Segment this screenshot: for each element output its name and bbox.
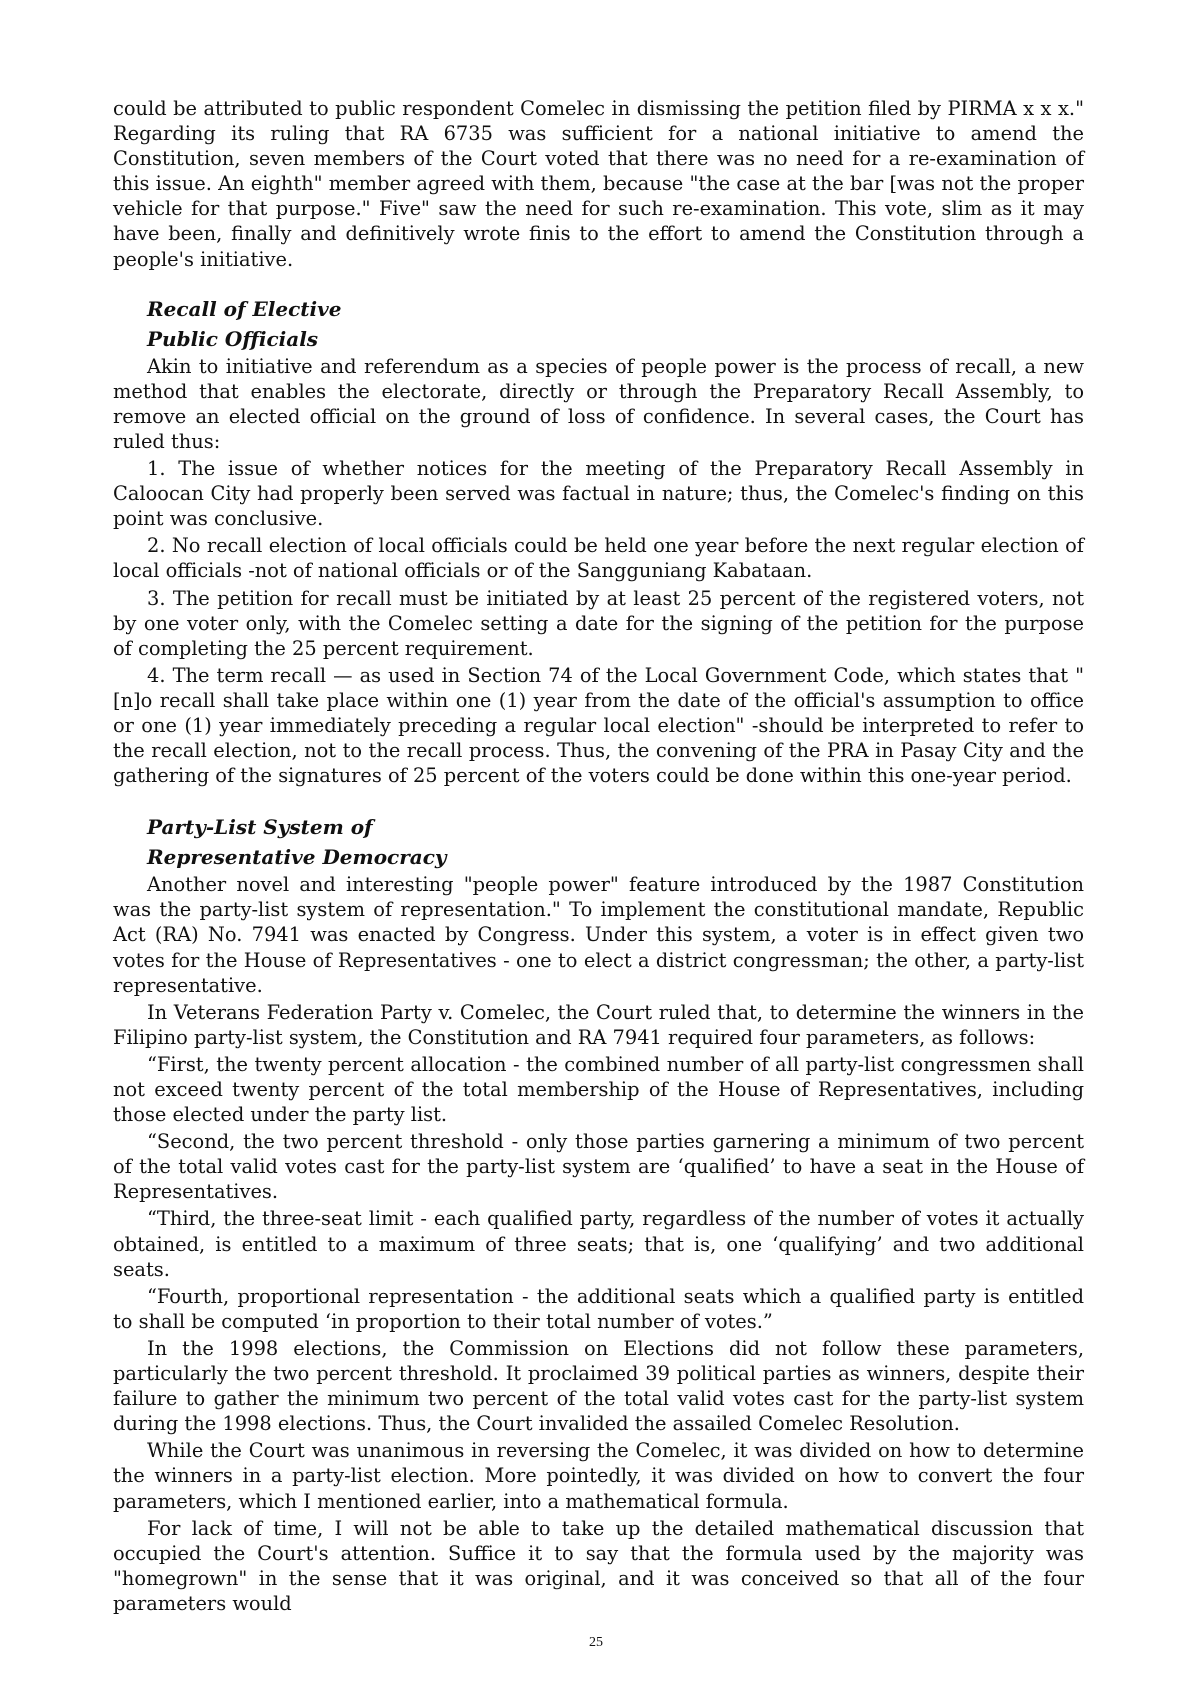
document-page — [113, 96, 1084, 1618]
paragraph: For lack of time, I will not be able to take up the detailed mathematical discussion that occupied the Court's attention. Suffice it to say that the formula used by the majority was "homegrown" in the sense that it was original, and it was conceived so that all of the four parameters would — [113, 1516, 1084, 1615]
list-item: 4. The term recall — as used in Section 74 of the Local Government Code, which states that " [n]o recall shall take place within one (1) year from the date of the official's assumption to office or one (1) year immediately preceding a regular local election" -should be interpreted to refer to the recall election, not to the recall process. Thus, the convening of the PRA in Pasay City and the gathering of the signatures of 25 percent of the voters could be done within this one-year period. — [113, 663, 1084, 788]
page-number: 25 — [589, 1635, 603, 1650]
paragraph: In Veterans Federation Party v. Comelec, the Court ruled that, to determine the winners in the Filipino party-list system, the Constitution and RA 7941 required four parameters, as follows: — [113, 1000, 1084, 1049]
quote-paragraph: “Fourth, proportional representation - the additional seats which a qualified party is entitled to shall be computed ‘in proportion to their total number of votes.” — [113, 1284, 1084, 1333]
section-heading: Public Officials — [147, 326, 319, 351]
paragraph: could be attributed to public respondent Comelec in dismissing the petition filed by PIRMA x x x." Regarding its ruling that RA 6735 was sufficient for a national initiative to amend the Constitution, seven members of the Court voted that there was no need for a re-examination of this issue. An eighth" member agreed with them, because "the case at the bar [was not the proper vehicle for that purpose." Five" saw the need for such re-examination. This vote, slim as it may have been, finally and definitively wrote finis to the effort to amend the Constitution through a people's initiative. — [113, 97, 1084, 271]
quote-paragraph: “First, the twenty percent allocation - the combined number of all party-list congressmen shall not exceed twenty percent of the total membership of the House of Representatives, including those elected under the party list. — [113, 1052, 1084, 1127]
section-heading: Recall of Elective — [147, 296, 342, 321]
list-item: 3. The petition for recall must be initiated by at least 25 percent of the registered voters, not by one voter only, with the Comelec setting a date for the signing of the petition for the purpose of completing the 25 percent requirement. — [113, 586, 1084, 660]
quote-paragraph: “Second, the two percent threshold - only those parties garnering a minimum of two percent of the total valid votes cast for the party-list system are ‘qualified’ to have a seat in the House of Representatives. — [113, 1130, 1084, 1204]
section-heading: Party-List System of — [147, 815, 373, 840]
paragraph: While the Court was unanimous in reversing the Comelec, it was divided on how to determine the winners in a party-list election. More pointedly, it was divided on how to convert the four parameters, which I mentioned earlier, into a mathematical formula. — [113, 1439, 1084, 1513]
section-heading: Representative Democracy — [147, 845, 447, 870]
list-item: 2. No recall election of local officials could be held one year before the next regular election of local officials -not of national officials or of the Sangguniang Kabataan. — [113, 534, 1084, 583]
quote-paragraph: “Third, the three-seat limit - each qualified party, regardless of the number of votes it actually obtained, is entitled to a maximum of three seats; that is, one ‘qualifying’ and two additional seats. — [113, 1207, 1084, 1281]
paragraph: Another novel and interesting "people power" feature introduced by the 1987 Constitution was the party-list system of representation." To implement the constitutional mandate, Republic Act (RA) No. 7941 was enacted by Congress. Under this system, a voter is in effect given two votes for the House of Representatives - one to elect a district congressman; the other, a party-list representative. — [113, 873, 1084, 997]
paragraph: In the 1998 elections, the Commission on Elections did not follow these parameters, particularly the two percent threshold. It proclaimed 39 political parties as winners, despite their failure to gather the minimum two percent of the total valid votes cast for the party-list system during the 1998 elections. Thus, the Court invalided the assailed Comelec Resolution. — [113, 1336, 1084, 1436]
paragraph: Akin to initiative and referendum as a species of people power is the process of recall, a new method that enables the electorate, directly or through the Preparatory Recall Assembly, to remove an elected official on the ground of loss of confidence. In several cases, the Court has ruled thus: — [113, 354, 1084, 453]
list-item: 1. The issue of whether notices for the meeting of the Preparatory Recall Assembly in Caloocan City had properly been served was factual in nature; thus, the Comelec's finding on this point was conclusive. — [113, 457, 1084, 531]
